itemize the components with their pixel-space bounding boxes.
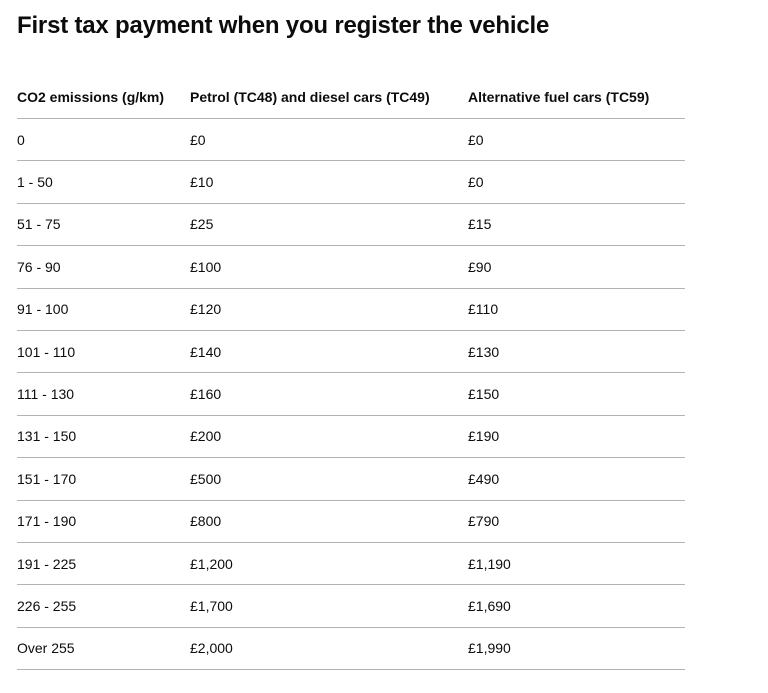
table-row [17, 415, 685, 457]
petrol-diesel-cell: £1,200 [190, 542, 468, 584]
alternative-fuel-cell: £1,990 [468, 627, 685, 669]
petrol-diesel-cell: £25 [190, 203, 468, 245]
alternative-fuel-cell: £15 [468, 203, 685, 245]
petrol-diesel-cell: £200 [190, 415, 468, 457]
alternative-fuel-cell: £150 [468, 373, 685, 415]
petrol-diesel-cell: £500 [190, 458, 468, 500]
table-row [17, 288, 685, 330]
co2-cell: 111 - 130 [17, 373, 190, 415]
co2-cell: Over 255 [17, 627, 190, 669]
alternative-fuel-cell: £90 [468, 246, 685, 288]
table-row [17, 500, 685, 542]
table-row [17, 627, 685, 669]
alternative-fuel-cell: £110 [468, 288, 685, 330]
alternative-fuel-cell: £790 [468, 500, 685, 542]
co2-cell: 1 - 50 [17, 161, 190, 203]
table-row [17, 203, 685, 245]
petrol-diesel-cell: £10 [190, 161, 468, 203]
petrol-diesel-cell: £160 [190, 373, 468, 415]
table-row [17, 330, 685, 372]
table-header-row [17, 76, 685, 119]
co2-cell: 0 [17, 119, 190, 161]
tax-rates-table [17, 76, 685, 670]
alternative-fuel-cell: £1,690 [468, 585, 685, 627]
petrol-diesel-cell: £140 [190, 330, 468, 372]
co2-cell: 101 - 110 [17, 330, 190, 372]
co2-cell: 131 - 150 [17, 415, 190, 457]
table-row [17, 458, 685, 500]
page-title: First tax payment when you register the vehicle [17, 12, 550, 39]
column-header-co2: CO2 emissions (g/km) [17, 76, 190, 119]
alternative-fuel-cell: £490 [468, 458, 685, 500]
alternative-fuel-cell: £130 [468, 330, 685, 372]
table-row [17, 585, 685, 627]
co2-cell: 226 - 255 [17, 585, 190, 627]
co2-cell: 171 - 190 [17, 500, 190, 542]
column-header-alternative-fuel: Alternative fuel cars (TC59) [468, 76, 685, 119]
co2-cell: 51 - 75 [17, 203, 190, 245]
table-row [17, 542, 685, 584]
petrol-diesel-cell: £120 [190, 288, 468, 330]
petrol-diesel-cell: £800 [190, 500, 468, 542]
table-row [17, 161, 685, 203]
column-header-petrol-diesel: Petrol (TC48) and diesel cars (TC49) [190, 76, 468, 119]
table-row [17, 119, 685, 161]
alternative-fuel-cell: £0 [468, 119, 685, 161]
table-row [17, 246, 685, 288]
alternative-fuel-cell: £1,190 [468, 542, 685, 584]
co2-cell: 191 - 225 [17, 542, 190, 584]
petrol-diesel-cell: £0 [190, 119, 468, 161]
alternative-fuel-cell: £0 [468, 161, 685, 203]
petrol-diesel-cell: £2,000 [190, 627, 468, 669]
co2-cell: 76 - 90 [17, 246, 190, 288]
co2-cell: 151 - 170 [17, 458, 190, 500]
alternative-fuel-cell: £190 [468, 415, 685, 457]
table-row [17, 373, 685, 415]
co2-cell: 91 - 100 [17, 288, 190, 330]
petrol-diesel-cell: £100 [190, 246, 468, 288]
petrol-diesel-cell: £1,700 [190, 585, 468, 627]
